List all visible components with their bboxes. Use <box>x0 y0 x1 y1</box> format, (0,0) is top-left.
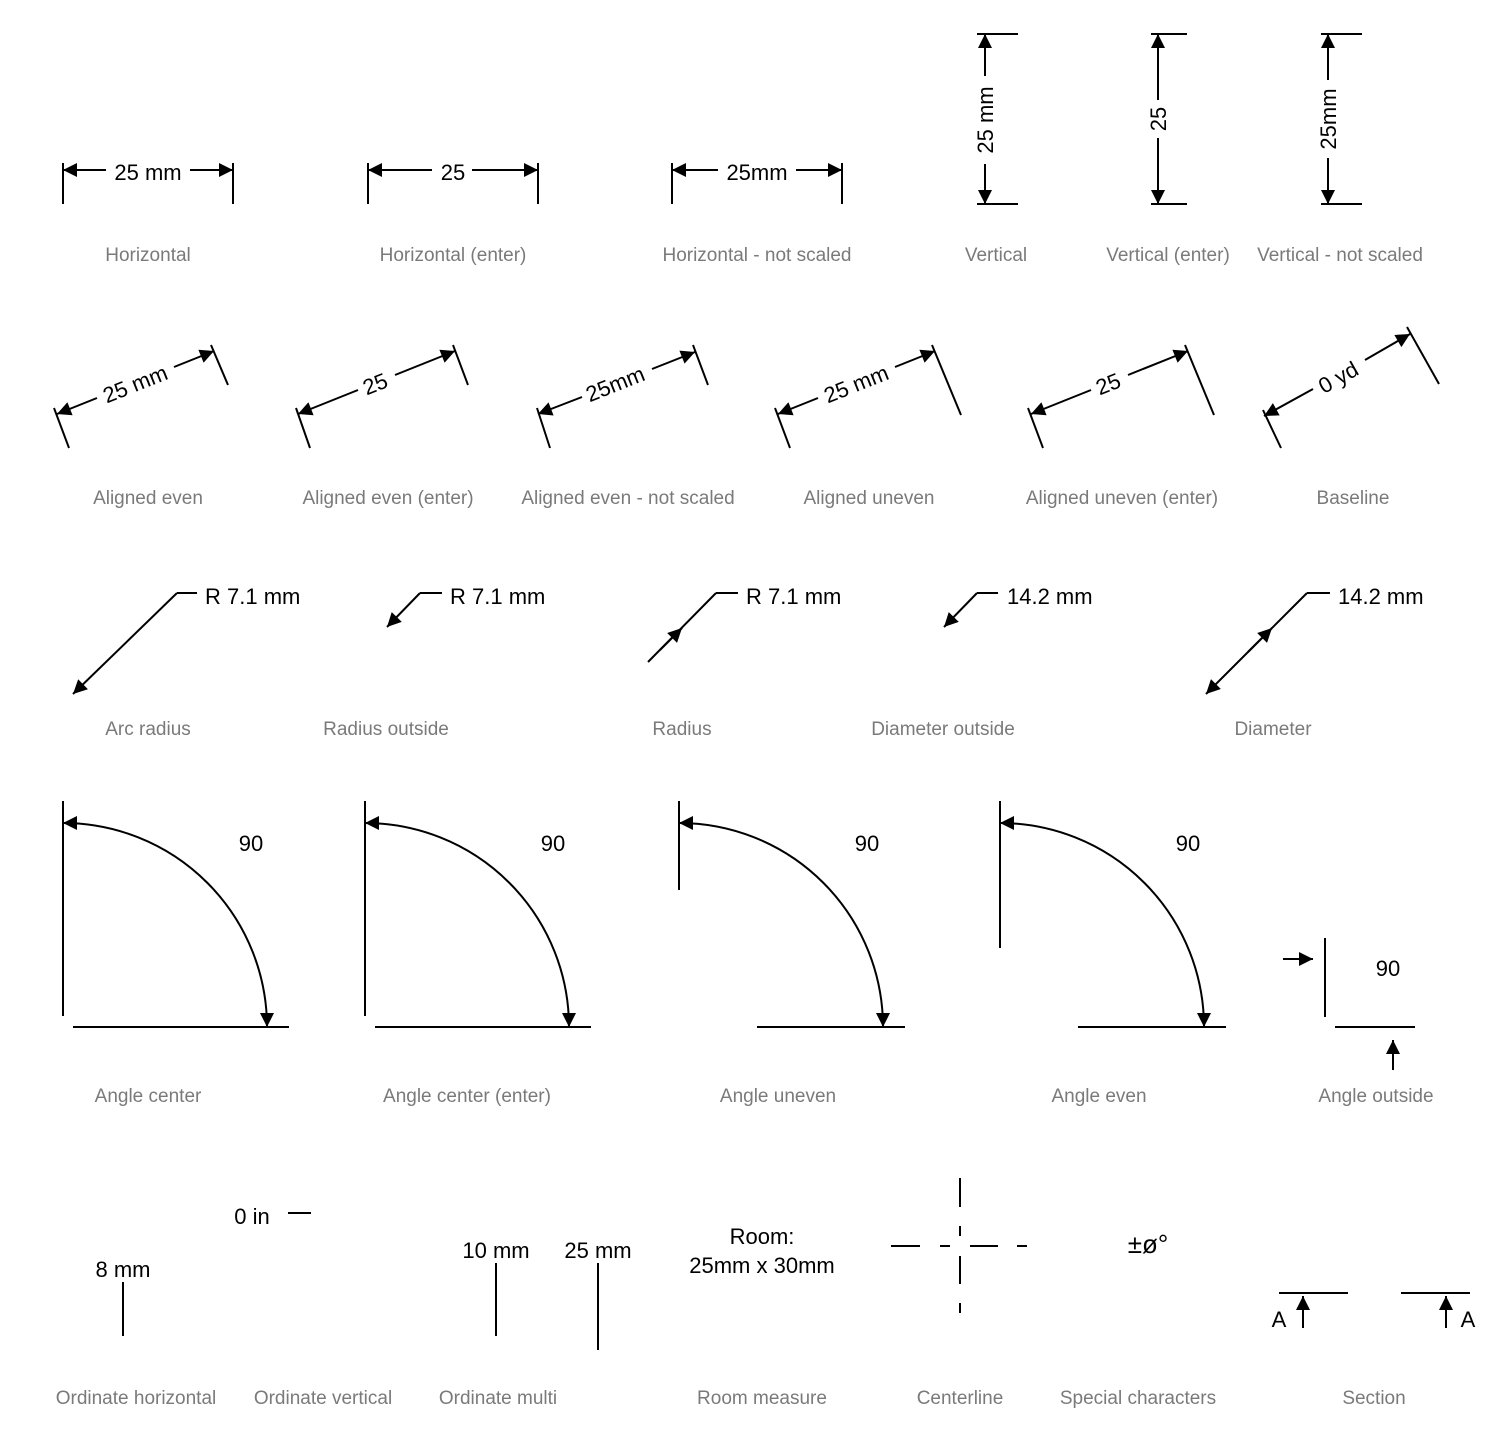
shape-section[interactable] <box>1272 1293 1476 1409</box>
shape-caption: Ordinate vertical <box>253 1388 393 1409</box>
ordinate-value-2: 25 mm <box>564 1238 632 1263</box>
shape-vertical[interactable] <box>965 34 1027 266</box>
ordinate-value: 0 in <box>234 1204 270 1229</box>
shape-ordinate-vertical[interactable] <box>234 1204 392 1409</box>
shape-caption: Room measure <box>697 1388 827 1409</box>
shape-caption: Horizontal (enter) <box>379 245 527 266</box>
angle-value: 90 <box>238 831 264 856</box>
dimension-value: 14.2 mm <box>1007 584 1093 609</box>
shape-caption: Arc radius <box>105 719 191 740</box>
shape-aligned-even[interactable] <box>54 345 228 509</box>
shape-angle-uneven[interactable] <box>679 801 905 1107</box>
angle-value: 90 <box>540 831 566 856</box>
shape-caption: Aligned even (enter) <box>302 488 474 509</box>
shape-caption: Aligned even - not scaled <box>521 488 735 509</box>
dimension-value: 25 <box>1146 106 1171 132</box>
shape-caption: Special characters <box>1059 1388 1217 1409</box>
shape-caption: Vertical - not scaled <box>1257 245 1423 266</box>
shape-angle-center-enter[interactable] <box>365 801 591 1107</box>
dimension-value: 25 <box>440 160 466 185</box>
shape-caption: Vertical (enter) <box>1106 245 1230 266</box>
shape-aligned-uneven-enter[interactable] <box>1026 345 1218 509</box>
shape-radius-outside[interactable] <box>323 584 545 740</box>
room-dimensions: 25mm x 30mm <box>689 1253 835 1278</box>
angle-value: 90 <box>1375 956 1401 981</box>
shape-caption: Ordinate horizontal <box>55 1388 217 1409</box>
ordinate-value: 8 mm <box>95 1257 151 1282</box>
shape-ordinate-multi[interactable] <box>439 1238 632 1409</box>
dimension-value: 25 <box>359 367 392 401</box>
dimension-value: R 7.1 mm <box>205 584 301 609</box>
shape-caption: Diameter outside <box>871 719 1015 740</box>
shape-aligned-even-enter[interactable] <box>296 345 474 509</box>
shape-caption: Horizontal <box>105 245 191 266</box>
special-characters-text: ±ø° <box>1127 1229 1169 1259</box>
shape-arc-radius[interactable] <box>73 584 300 740</box>
dimension-value: R 7.1 mm <box>746 584 842 609</box>
shape-caption: Angle even <box>1051 1086 1147 1107</box>
shape-horizontal-not-scaled[interactable] <box>662 160 851 266</box>
shape-vertical-not-scaled[interactable] <box>1257 34 1423 266</box>
dimension-value: 25 mm <box>114 160 182 185</box>
shape-caption: Diameter <box>1234 719 1312 740</box>
shape-caption: Baseline <box>1316 488 1390 509</box>
angle-value: 90 <box>1175 831 1201 856</box>
dimension-value: R 7.1 mm <box>450 584 546 609</box>
shape-caption: Angle center <box>94 1086 202 1107</box>
shape-angle-even[interactable] <box>1000 801 1226 1107</box>
shape-caption: Ordinate multi <box>438 1388 558 1409</box>
dimension-value: 25mm <box>1316 88 1341 150</box>
section-label-right: A <box>1460 1307 1476 1332</box>
dimension-value: 25 <box>1092 367 1125 401</box>
shape-horizontal-enter[interactable] <box>368 160 538 266</box>
shape-caption: Aligned uneven (enter) <box>1025 488 1219 509</box>
shape-diameter[interactable] <box>1206 584 1424 740</box>
shape-baseline[interactable] <box>1263 327 1439 509</box>
shape-ordinate-horizontal[interactable] <box>56 1257 217 1409</box>
dimension-value: 25 mm <box>820 359 893 409</box>
shape-diameter-outside[interactable] <box>871 584 1092 740</box>
ordinate-value-1: 10 mm <box>462 1238 530 1263</box>
section-label-left: A <box>1271 1307 1287 1332</box>
shape-caption: Angle outside <box>1318 1086 1434 1107</box>
dimension-value: 25 mm <box>973 86 998 154</box>
shape-vertical-enter[interactable] <box>1106 34 1230 266</box>
room-label: Room: <box>729 1224 795 1249</box>
shape-caption: Section <box>1342 1388 1406 1409</box>
dimension-value: 25mm <box>726 160 788 185</box>
dimension-value: 25mm <box>582 361 649 407</box>
shape-caption: Radius <box>652 719 712 740</box>
shape-aligned-uneven[interactable] <box>775 345 961 509</box>
dimension-value: 0 yd <box>1314 356 1363 399</box>
shape-horizontal[interactable] <box>63 160 233 266</box>
shape-caption: Aligned even <box>93 488 203 509</box>
shape-caption: Horizontal - not scaled <box>662 245 852 266</box>
dimension-value: 14.2 mm <box>1338 584 1424 609</box>
angle-value: 90 <box>854 831 880 856</box>
shape-room-measure[interactable] <box>689 1224 834 1409</box>
shape-radius[interactable] <box>648 584 841 740</box>
shape-caption: Angle uneven <box>719 1086 837 1107</box>
shape-angle-outside[interactable] <box>1283 938 1434 1107</box>
shape-special-characters[interactable] <box>1060 1229 1216 1409</box>
shape-caption: Aligned uneven <box>803 488 935 509</box>
shape-aligned-even-not-scaled[interactable] <box>521 345 734 509</box>
shape-angle-center[interactable] <box>63 801 289 1107</box>
dimension-value: 25 mm <box>99 359 172 409</box>
shape-caption: Radius outside <box>323 719 449 740</box>
shape-caption: Centerline <box>916 1388 1004 1409</box>
shape-caption: Angle center (enter) <box>383 1086 551 1107</box>
shape-centerline[interactable] <box>891 1178 1027 1409</box>
shape-caption: Vertical <box>964 245 1028 266</box>
